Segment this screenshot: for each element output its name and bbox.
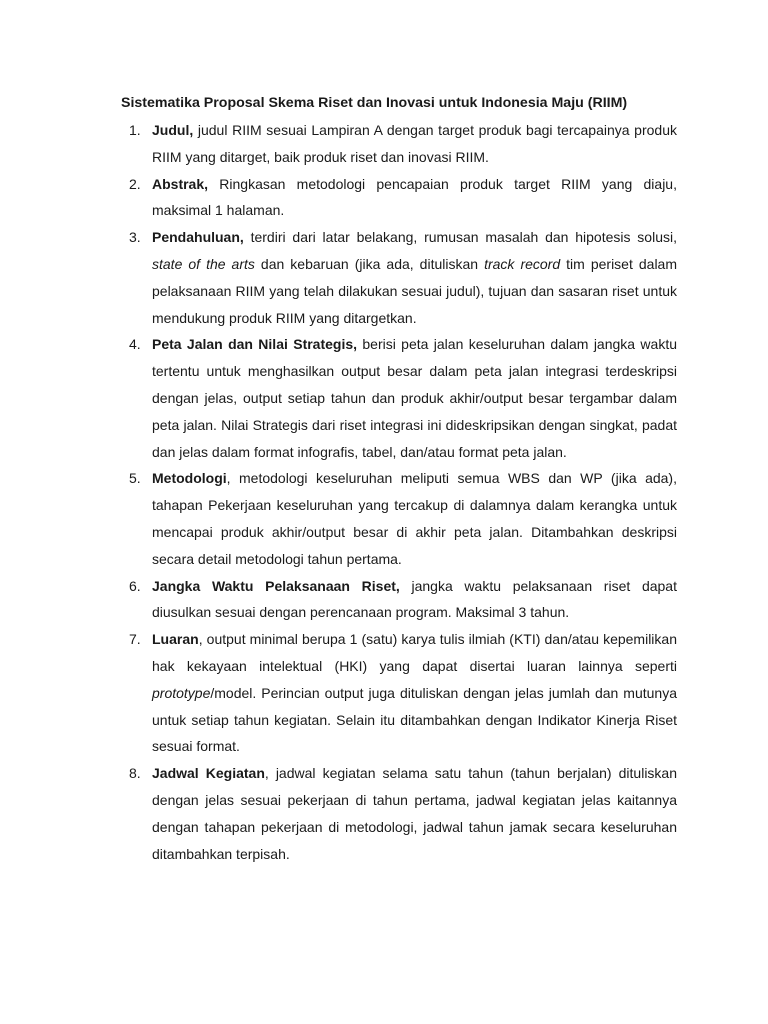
item-italic-text: state of the arts [152, 255, 255, 272]
item-number: 7. [129, 631, 141, 648]
list-item-judul [121, 117, 677, 171]
item-term: Judul, [152, 122, 194, 138]
item-text: dan kebaruan (jika ada, dituliskan [254, 255, 485, 272]
list-item-jadwal-kegiatan [121, 760, 677, 867]
item-number: 3. [129, 229, 141, 246]
item-number: 2. [129, 175, 141, 192]
item-text: Ringkasan metodologi pencapaian produk target RIIM yang diaju, maksimal 1 halaman. [152, 175, 677, 219]
item-text: tim periset dalam pelaksanaan RIIM yang telah dilakukan sesuai judul), tujuan dan sasaran riset untuk mendukung produk RIIM yang ditargetkan. [152, 255, 678, 326]
document-title: Sistematika Proposal Skema Riset dan Inovasi untuk Indonesia Maju (RIIM) [121, 95, 628, 111]
item-term: Jadwal Kegiatan [152, 765, 265, 782]
item-term: Jangka Waktu Pelaksanaan Riset, [152, 577, 400, 594]
list-item-peta-jalan [121, 331, 677, 465]
item-term: Peta Jalan dan Nilai Strategis, [152, 336, 358, 353]
item-number: 4. [129, 336, 141, 353]
item-italic-text: prototype [152, 684, 211, 701]
item-term: Metodologi [152, 470, 227, 487]
item-number: 1. [129, 122, 141, 138]
item-term: Luaran [152, 631, 199, 648]
proposal-outline-list [121, 117, 677, 867]
item-text: , output minimal berupa 1 (satu) karya tulis ilmiah (KTI) dan/atau kepemilikan hak kekayaan intelektual (HKI) yang dapat disertai luaran lainnya seperti [152, 631, 677, 674]
item-text: terdiri dari latar belakang, rumusan masalah dan hipotesis solusi, [243, 229, 677, 246]
item-text: , jadwal kegiatan selama satu tahun (tahun berjalan) dituliskan dengan jelas sesuai pekerjaan di tahun pertama, jadwal kegiatan jelas kaitannya dengan tahapan pekerjaan di metodologi, jadwal tahun jamak secara keseluruhan ditambahkan terpisah. [152, 765, 677, 862]
item-text: jangka waktu pelaksanaan riset dapat diusulkan sesuai dengan perencanaan program. Maksimal 3 tahun. [152, 577, 677, 621]
list-item-luaran [121, 626, 677, 760]
item-number: 8. [129, 765, 141, 782]
list-item-jangka-waktu [121, 573, 677, 627]
item-number: 5. [129, 470, 141, 487]
item-term: Abstrak, [152, 175, 209, 192]
item-term: Pendahuluan, [152, 229, 244, 246]
list-item-metodologi [121, 465, 677, 572]
item-text: /model. Perincian output juga dituliskan dengan jelas jumlah dan mutunya untuk setiap tahun kegiatan. Selain itu ditambahkan dengan Indikator Kinerja Riset sesuai format. [152, 684, 677, 755]
item-italic-text: track record [484, 255, 561, 272]
list-item-abstrak [121, 171, 677, 225]
item-number: 6. [129, 577, 141, 594]
list-item-pendahuluan [121, 224, 677, 331]
item-text: judul RIIM sesuai Lampiran A dengan target produk bagi tercapainya produk RIIM yang ditarget, baik produk riset dan inovasi RIIM. [152, 122, 677, 165]
item-text: berisi peta jalan keseluruhan dalam jangka waktu tertentu untuk menghasilkan output besar dalam peta jalan integrasi terdeskripsi dengan jelas, output setiap tahun dan produk akhir/output besar tergambar dalam peta jalan. Nilai Strategis dari riset integrasi ini dideskripsikan dengan singkat, padat dan jelas dalam format infografis, tabel, dan/atau format peta jalan. [152, 336, 677, 460]
item-text: , metodologi keseluruhan meliputi semua WBS dan WP (jika ada), tahapan Pekerjaan keseluruhan yang tercakup di dalamnya dalam kerangka untuk mencapai produk akhir/output besar di akhir peta jalan. Ditambahkan deskripsi secara detail metodologi tahun pertama. [152, 470, 677, 567]
